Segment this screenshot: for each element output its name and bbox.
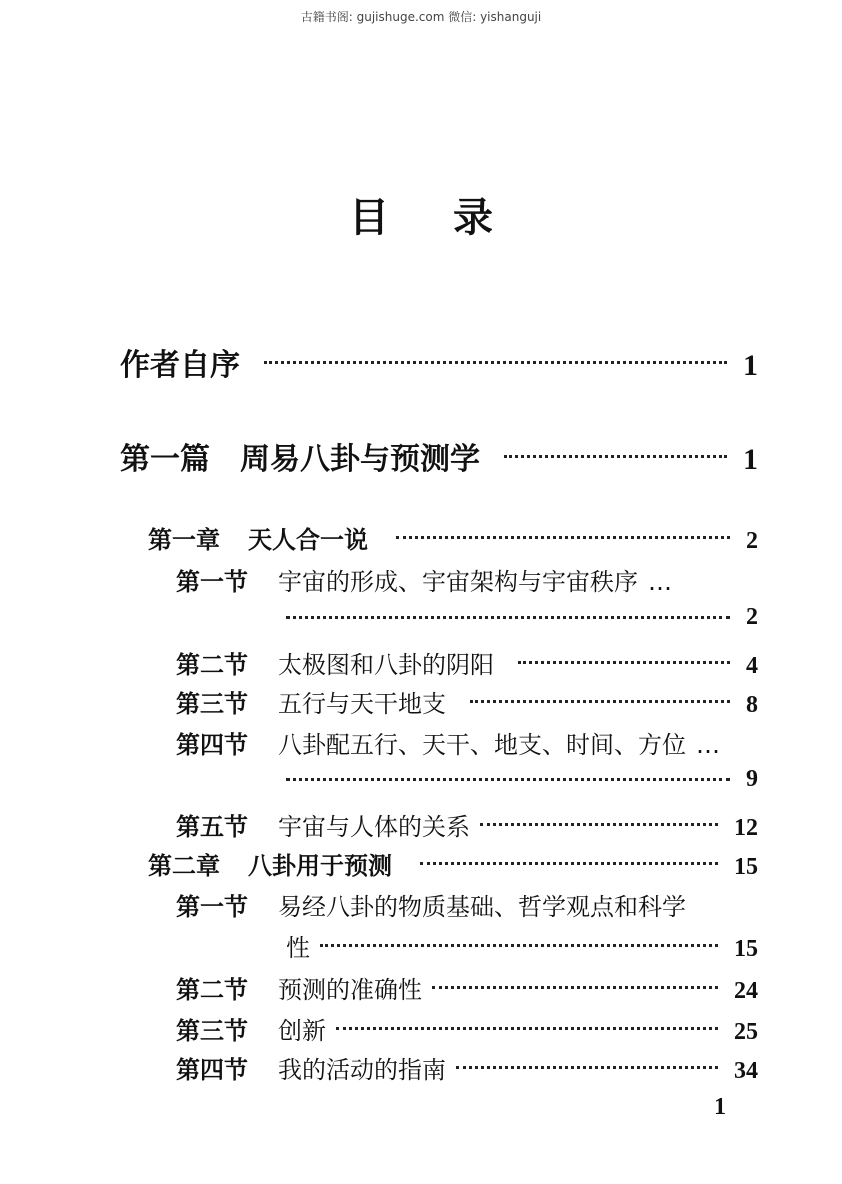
toc-label: 第一节 [176, 893, 248, 921]
toc-trailing-ellipsis: … [696, 731, 720, 759]
toc-title: 太极图和八卦的阴阳 [278, 651, 494, 679]
toc-title: 预测的准确性 [278, 976, 422, 1004]
toc-label: 第三节 [176, 690, 248, 718]
toc-entry-chapter1[interactable] [148, 520, 758, 555]
toc-entry-chapter2[interactable] [148, 846, 758, 881]
leader-dots [420, 862, 718, 865]
toc-page-number: 34 [734, 1058, 758, 1084]
toc-label: 第二节 [176, 651, 248, 679]
toc-page-number: 1 [743, 443, 758, 476]
toc-entry-ch2-section1[interactable] [176, 887, 758, 922]
toc-label: 第四节 [176, 731, 248, 759]
toc-page-number: 15 [734, 854, 758, 880]
toc-title: 宇宙与人体的关系 [278, 813, 470, 841]
toc-title-continuation: 性 [286, 934, 310, 962]
leader-dots [518, 661, 730, 664]
toc-entry-ch1-section3[interactable] [176, 684, 758, 719]
leader-dots [320, 944, 718, 947]
leader-dots [286, 616, 730, 619]
toc-title: 八卦用于预测 [248, 852, 392, 880]
toc-page-number: 4 [746, 653, 758, 679]
toc-title: 宇宙的形成、宇宙架构与宇宙秩序 [278, 568, 638, 596]
toc-label: 第四节 [176, 1056, 248, 1084]
toc-label: 第二节 [176, 976, 248, 1004]
toc-label: 第三节 [176, 1017, 248, 1045]
toc-entry-ch1-section5[interactable] [176, 807, 758, 842]
toc-page-number: 1 [743, 349, 758, 382]
toc-entry-ch1-section2[interactable] [176, 645, 758, 680]
toc-label: 第五节 [176, 813, 248, 841]
leader-dots [470, 700, 730, 703]
toc-title: 五行与天干地支 [278, 690, 446, 718]
toc-entry-ch1-section4[interactable] [176, 725, 758, 760]
toc-label: 第一章 [148, 526, 220, 554]
toc-page-number: 24 [734, 978, 758, 1004]
toc-label: 作者自序 [120, 348, 240, 383]
toc-label: 第一篇 [120, 442, 210, 477]
toc-page-number: 25 [734, 1019, 758, 1045]
toc-page-number: 9 [746, 766, 758, 792]
toc-entry-ch1-section4-continuation[interactable] [286, 766, 758, 793]
leader-dots [480, 823, 718, 826]
leader-dots [396, 536, 730, 539]
leader-dots [432, 986, 718, 989]
leader-dots [456, 1066, 718, 1069]
toc-label: 第二章 [148, 852, 220, 880]
toc-page-number: 8 [746, 692, 758, 718]
toc-label: 第一节 [176, 568, 248, 596]
toc-entry-ch2-section1-continuation[interactable] [286, 928, 758, 963]
toc-page-number: 15 [734, 936, 758, 962]
leader-dots [264, 361, 727, 364]
leader-dots [504, 455, 727, 458]
toc-title: 易经八卦的物质基础、哲学观点和科学 [278, 893, 686, 921]
toc-page-number: 2 [746, 528, 758, 554]
toc-title: 天人合一说 [248, 526, 368, 554]
toc-page-number: 2 [746, 604, 758, 630]
toc-title: 八卦配五行、天干、地支、时间、方位 [278, 731, 686, 759]
toc-entry-preface[interactable] [120, 340, 758, 384]
leader-dots [336, 1027, 718, 1030]
toc-trailing-ellipsis: … [648, 568, 672, 596]
toc-title: 我的活动的指南 [278, 1056, 446, 1084]
toc-entry-ch2-section3[interactable] [176, 1011, 758, 1046]
toc-title: 周易八卦与预测学 [240, 442, 480, 477]
toc-entry-part1[interactable] [120, 434, 758, 478]
page-title: 目录 [349, 195, 557, 241]
footer-page-number: 1 [714, 1094, 726, 1120]
toc-entry-ch1-section1[interactable] [176, 562, 758, 597]
toc-entry-ch2-section2[interactable] [176, 970, 758, 1005]
toc-entry-ch1-section1-continuation[interactable] [286, 604, 758, 631]
toc-title: 创新 [278, 1017, 326, 1045]
toc-page-number: 12 [734, 815, 758, 841]
watermark-text: 古籍书阁: gujishuge.com 微信: yishanguji [300, 10, 542, 24]
toc-entry-ch2-section4[interactable] [176, 1050, 758, 1085]
leader-dots [286, 778, 730, 781]
